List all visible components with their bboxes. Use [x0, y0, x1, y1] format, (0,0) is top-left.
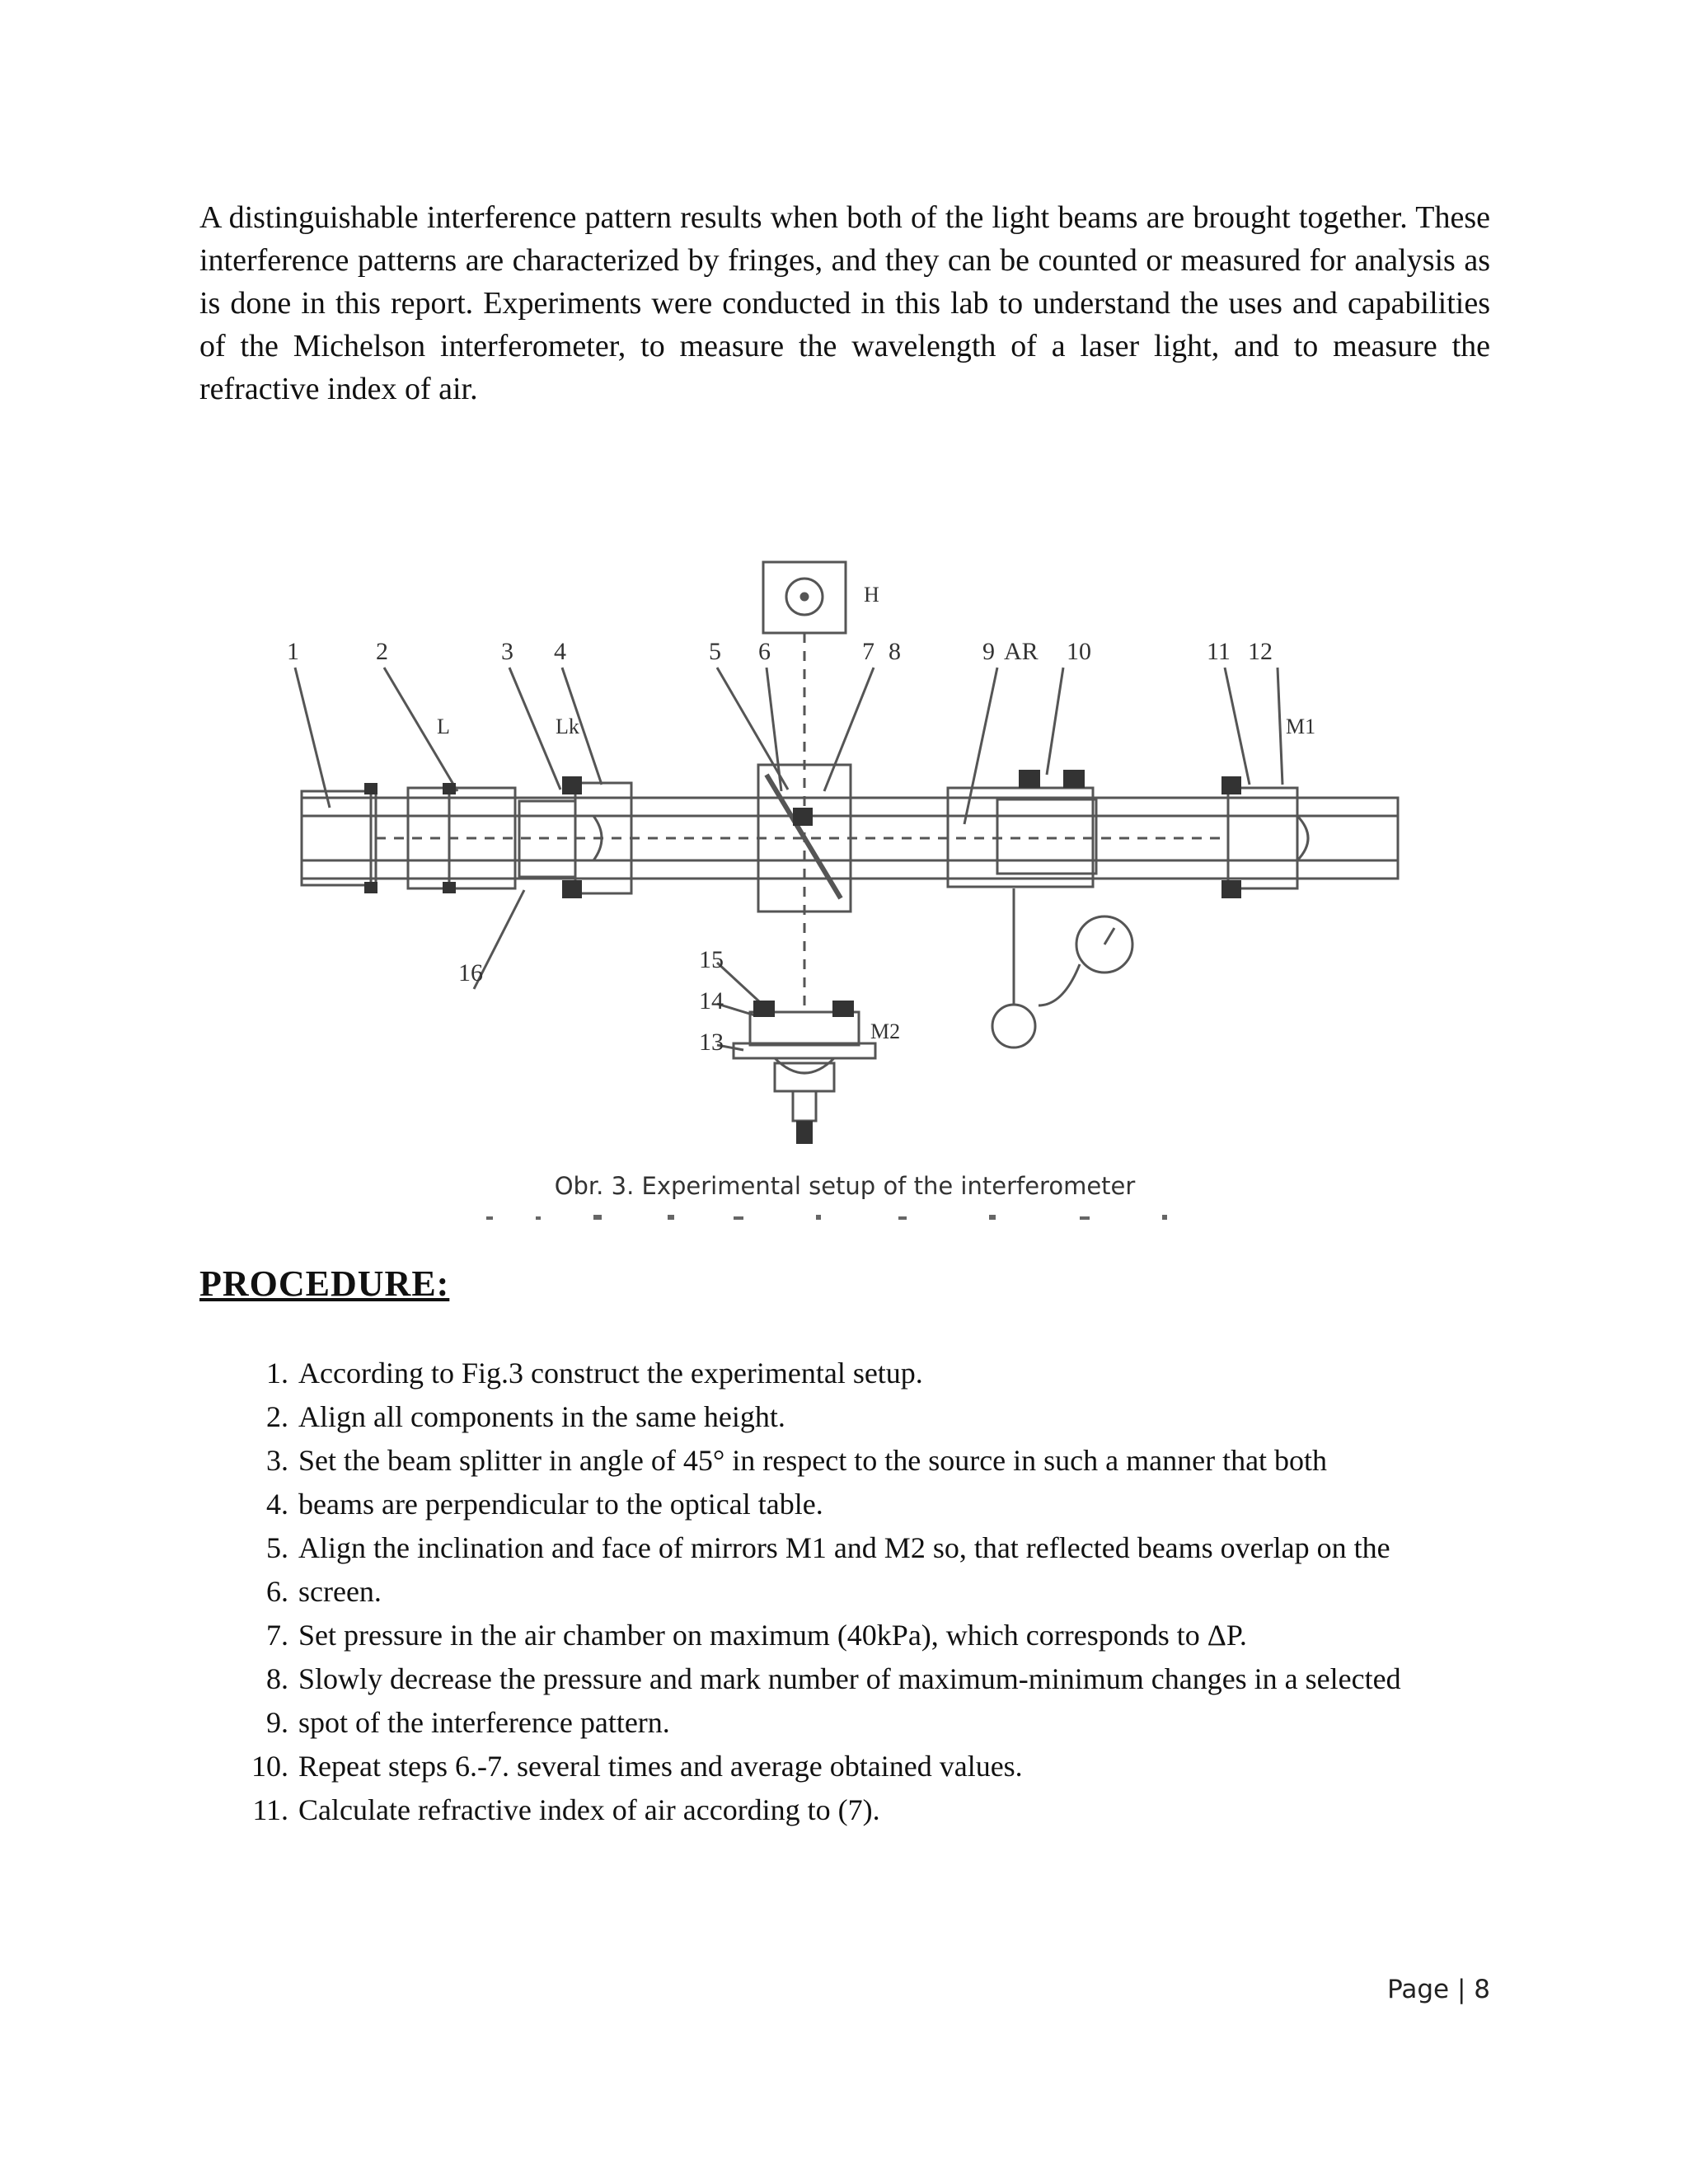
procedure-step [199, 1483, 1490, 1526]
step-number: 7. [266, 1619, 288, 1652]
callout-label: 4 [554, 638, 566, 665]
step-text: Align the inclination and face of mirrors M1 and M2 so, that reflected beams overlap on the [298, 1531, 1390, 1564]
procedure-step [199, 1701, 1490, 1745]
intro-paragraph: A distinguishable interference pattern results when both of the light beams are brought together. These interference patterns are characterized by fringes, and they can be counted or measured for analysis as is done in this report. Experiments were conducted in this lab to understand the uses and capabilities of the Michelson interferometer, to measure the wavelength of a laser light, and to measure the refractive index of air. [199, 200, 1490, 406]
step-number: 6. [266, 1575, 288, 1608]
step-number: 9. [266, 1706, 288, 1739]
step-text: Slowly decrease the pressure and mark number of maximum-minimum changes in a selected [298, 1662, 1401, 1695]
callout-label: 11 [1207, 638, 1231, 665]
callout-label: 15 [699, 946, 724, 973]
mirror-m1 [1228, 788, 1297, 888]
callout-label: 2 [376, 638, 388, 665]
callout-label: 6 [758, 638, 771, 665]
procedure-step [199, 1570, 1490, 1614]
procedure-step [199, 1657, 1490, 1701]
step-number: 5. [266, 1531, 288, 1564]
step-number: 4. [266, 1488, 288, 1521]
procedure-step [199, 1352, 1490, 1395]
step-text: Repeat steps 6.-7. several times and average obtained values. [298, 1750, 1023, 1783]
callout-label: 5 [709, 638, 721, 665]
step-number: 2. [266, 1400, 288, 1433]
component-label: M1 [1286, 715, 1316, 738]
step-number: 10. [251, 1750, 288, 1783]
step-text: Set the beam splitter in angle of 45° in respect to the source in such a manner that both [298, 1444, 1328, 1477]
step-text: beams are perpendicular to the optical table. [298, 1488, 823, 1521]
component-label: Lk [556, 715, 579, 738]
procedure-step [199, 1614, 1490, 1657]
procedure-step [199, 1745, 1490, 1788]
laser-source [302, 791, 376, 885]
interferometer-diagram [272, 544, 1426, 1228]
step-number: 8. [266, 1662, 288, 1695]
callout-label: AR [1004, 638, 1039, 665]
procedure-heading: PROCEDURE: [199, 1263, 450, 1304]
step-text: spot of the interference pattern. [298, 1706, 670, 1739]
component-label: H [864, 583, 879, 607]
caption-crop-fragment [486, 1210, 1228, 1223]
figure-caption: Obr. 3. Experimental setup of the interferometer [554, 1172, 1136, 1200]
callout-label: 14 [699, 987, 724, 1015]
callout-label: 9 [982, 638, 995, 665]
callout-label: 10 [1067, 638, 1091, 665]
component-label: L [437, 715, 450, 738]
callout-label: 13 [699, 1029, 724, 1056]
callout-label: 8 [889, 638, 901, 665]
callout-label: 1 [287, 638, 299, 665]
component-label: M2 [870, 1019, 901, 1043]
callout-label: 12 [1248, 638, 1273, 665]
procedure-steps-list [199, 1352, 1490, 1832]
page-number: Page | 8 [1387, 1975, 1490, 2004]
step-number: 1. [266, 1357, 288, 1390]
procedure-step [199, 1788, 1490, 1832]
callout-label: 16 [458, 959, 483, 987]
step-text: According to Fig.3 construct the experimental setup. [298, 1357, 923, 1390]
step-number: 3. [266, 1444, 288, 1477]
callout-label: 7 [862, 638, 874, 665]
step-text: screen. [298, 1575, 382, 1608]
callout-label: 3 [501, 638, 513, 665]
procedure-step [199, 1526, 1490, 1570]
procedure-step [199, 1439, 1490, 1483]
step-text: Calculate refractive index of air according to (7). [298, 1793, 880, 1826]
step-number: 11. [252, 1793, 288, 1826]
interferometer-figure [272, 544, 1426, 1228]
step-text: Set pressure in the air chamber on maximum (40kPa), which corresponds to ΔP. [298, 1619, 1247, 1652]
step-text: Align all components in the same height. [298, 1400, 785, 1433]
procedure-step [199, 1395, 1490, 1439]
